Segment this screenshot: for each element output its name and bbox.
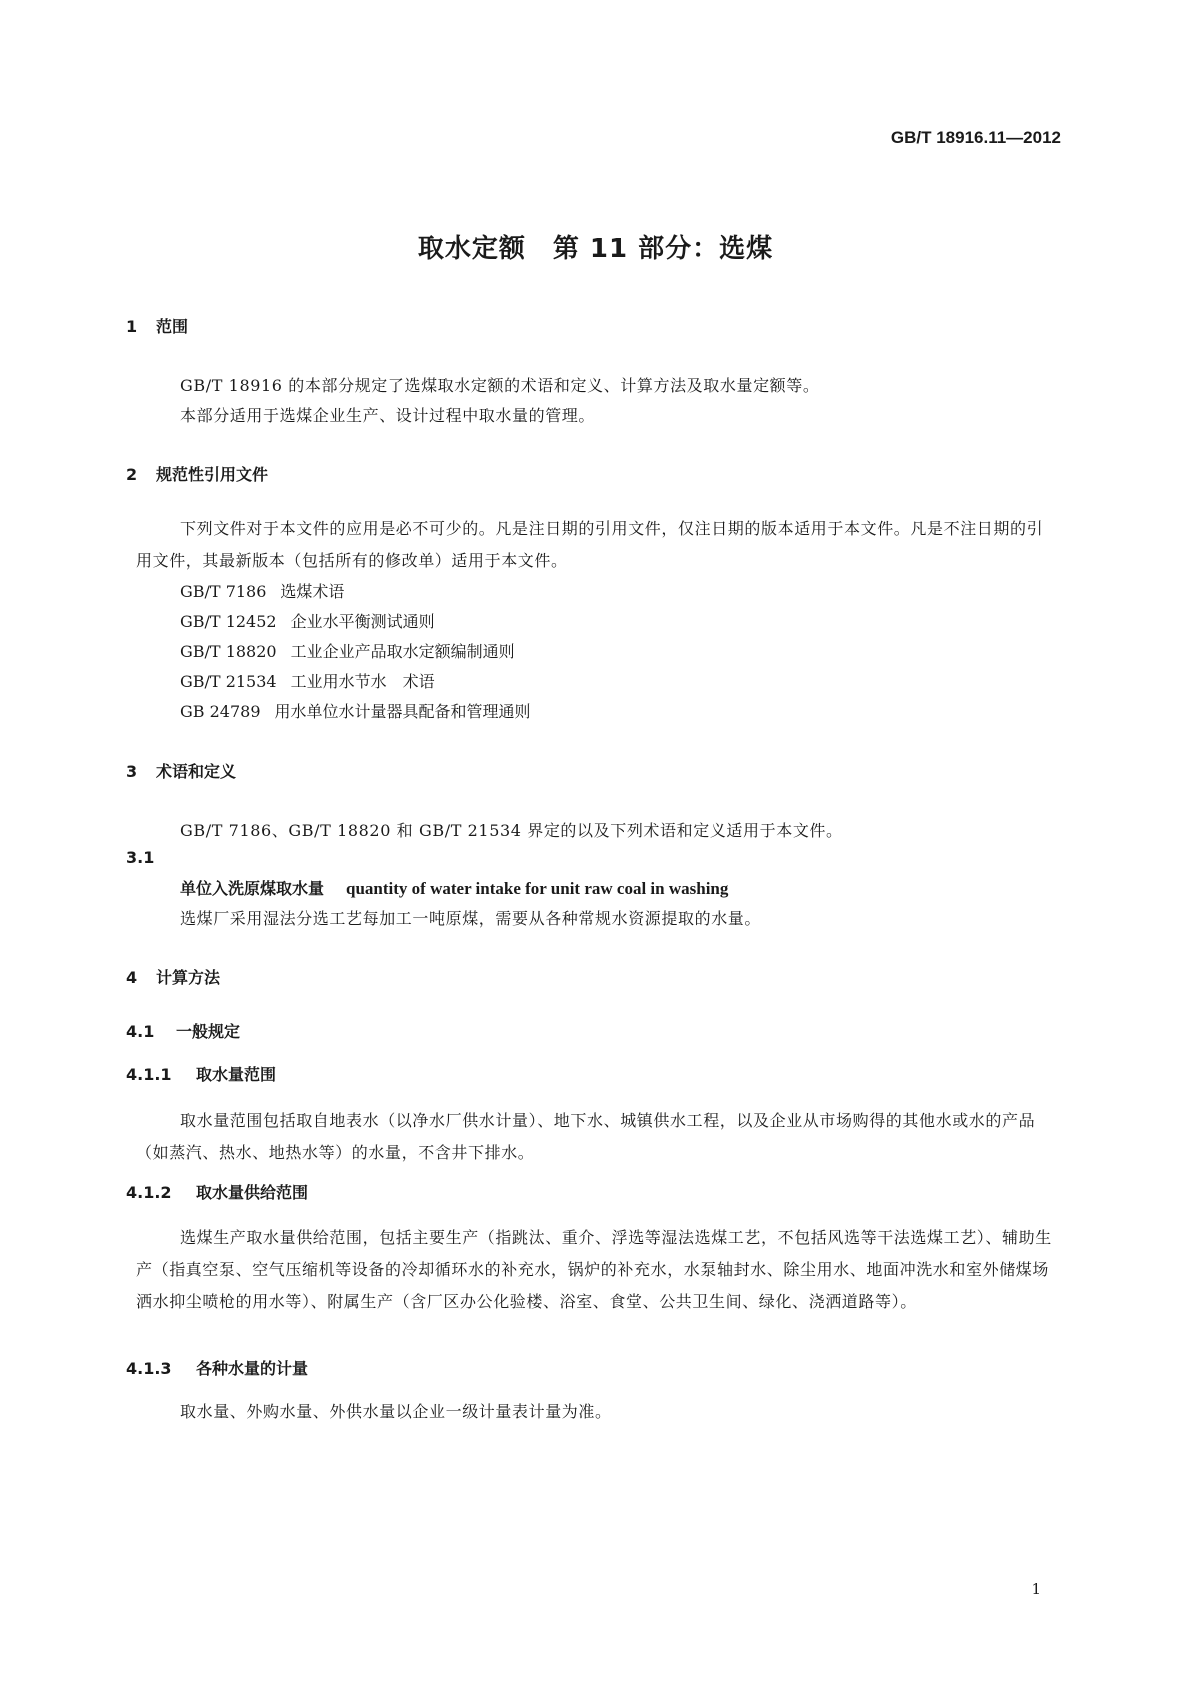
subsection-4-1-2-heading (126, 1180, 308, 1203)
reference-code: GB/T 21534 (180, 672, 277, 691)
term-heading (180, 876, 728, 899)
section-number: 4.1 (126, 1022, 155, 1041)
reference-code: GB/T 18820 (180, 642, 277, 661)
section-number: 4.1.2 (126, 1183, 172, 1202)
subsection-4-1-1-heading (126, 1062, 276, 1085)
section-number: 4.1.3 (126, 1359, 172, 1378)
section-title: 术语和定义 (156, 762, 237, 781)
section-title: 一般规定 (176, 1022, 241, 1041)
reference-code: GB/T 7186 (180, 582, 267, 601)
reference-item (180, 579, 344, 602)
section-title: 计算方法 (156, 968, 221, 987)
page-number: 1 (1031, 1580, 1041, 1598)
section-title: 规范性引用文件 (156, 465, 269, 484)
subsection-4-1-3-heading (126, 1356, 308, 1379)
paragraph: 取水量、外购水量、外供水量以企业一级计量表计量为准。 (180, 1402, 612, 1421)
reference-code: GB 24789 (180, 702, 261, 721)
section-number: 1 (126, 317, 138, 336)
section-4-heading (126, 965, 220, 988)
section-number: 4.1.1 (126, 1065, 172, 1084)
reference-title: 工业用水节水 术语 (290, 672, 435, 691)
reference-item (180, 609, 435, 632)
paragraph: GB/T 18916 的本部分规定了选煤取水定额的术语和定义、计算方法及取水量定额等。 (180, 376, 820, 395)
paragraph: 选煤生产取水量供给范围，包括主要生产（指跳汰、重介、浮选等湿法选煤工艺，不包括风选等干法选煤工艺）、辅助生产（指真空泵、空气压缩机等设备的冷却循环水的补充水，锅炉的补充水，水泵轴封水、除尘用水、地面冲洗水和室外储煤场洒水抑尘喷枪的用水等）、附属生产（含厂区办公化验楼、浴室、食堂、公共卫生间、绿化、浇洒道路等）。 (136, 1228, 1052, 1311)
section-title: 范围 (156, 317, 189, 336)
section-title: 取水量范围 (196, 1065, 277, 1084)
paragraph: 本部分适用于选煤企业生产、设计过程中取水量的管理。 (180, 406, 596, 425)
reference-item (180, 669, 435, 692)
reference-title: 选煤术语 (280, 582, 345, 601)
section-number: 2 (126, 465, 138, 484)
section-2-heading (126, 462, 268, 485)
section-number: 4 (126, 968, 138, 987)
section-3-heading (126, 759, 236, 782)
reference-item (180, 699, 531, 722)
document-title: 取水定额 第 11 部分：选煤 (417, 234, 774, 264)
reference-code: GB/T 12452 (180, 612, 277, 631)
section-1-heading (126, 314, 188, 337)
paragraph: 下列文件对于本文件的应用是必不可少的。凡是注日期的引用文件，仅注日期的版本适用于本文件。凡是不注日期的引用文件，其最新版本（包括所有的修改单）适用于本文件。 (136, 519, 1044, 570)
term-definition: 选煤厂采用湿法分选工艺每加工一吨原煤，需要从各种常规水资源提取的水量。 (180, 909, 762, 928)
term-en: quantity of water intake for unit raw coal in washing (346, 879, 729, 898)
reference-title: 企业水平衡测试通则 (290, 612, 435, 631)
section-title: 各种水量的计量 (196, 1359, 309, 1378)
subsection-4-1-heading (126, 1019, 240, 1042)
term-number: 3.1 (126, 848, 155, 867)
standard-code: GB/T 18916.11—2012 (890, 128, 1061, 147)
section-number: 3 (126, 762, 138, 781)
reference-title: 工业企业产品取水定额编制通则 (290, 642, 515, 661)
section-title: 取水量供给范围 (196, 1183, 309, 1202)
reference-title: 用水单位水计量器具配备和管理通则 (274, 702, 531, 721)
paragraph: GB/T 7186、GB/T 18820 和 GB/T 21534 界定的以及下列术语和定义适用于本文件。 (180, 821, 843, 840)
paragraph: 取水量范围包括取自地表水（以净水厂供水计量）、地下水、城镇供水工程，以及企业从市场购得的其他水或水的产品（如蒸汽、热水、地热水等）的水量，不含井下排水。 (136, 1111, 1036, 1162)
reference-item (180, 639, 515, 662)
term-zh: 单位入洗原煤取水量 (180, 879, 325, 898)
